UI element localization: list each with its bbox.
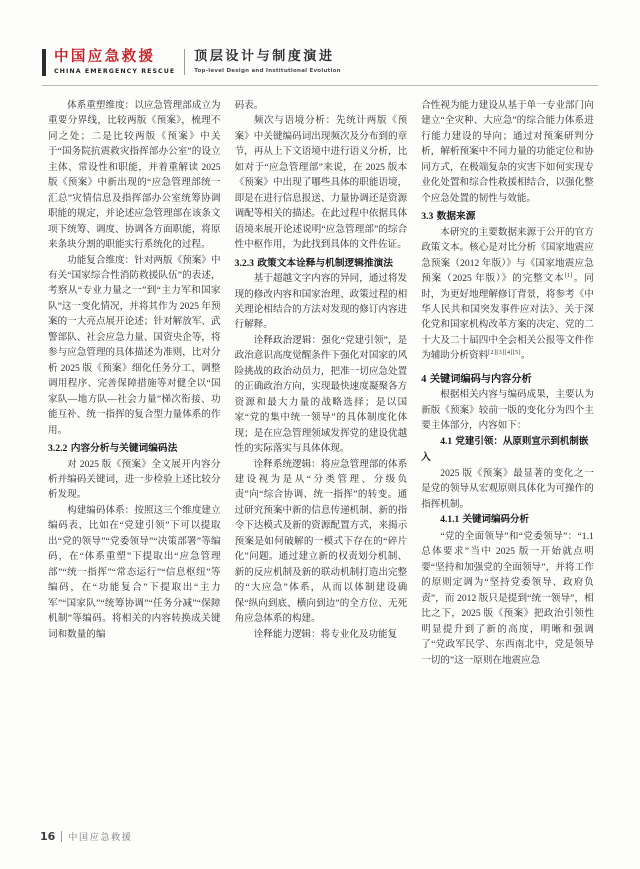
heading-text: 数据来源 — [436, 211, 476, 223]
heading-number: 3.2.2 — [48, 442, 68, 454]
footer-divider — [61, 831, 62, 842]
journal-brand — [54, 49, 184, 75]
masthead — [42, 42, 598, 82]
citation-reference: [2][3][4][5] — [488, 350, 521, 357]
page-number: 16 — [40, 830, 56, 843]
heading-text: 关键词编码分析 — [462, 514, 530, 526]
paragraph: 根据相关内容与编码成果，主要认为新版《预案》较前一版的变化分为四个主要主体部分，内容如下： — [421, 389, 594, 432]
heading-3-2-2 — [48, 441, 221, 457]
heading-4-1-1 — [421, 512, 594, 529]
journal-brand-cn: 中国应急救援 — [54, 49, 156, 66]
heading-number: 4 — [421, 373, 427, 385]
paragraph: 构建编码体系：按照这三个维度建立编码表，比如在“党建引领”下可以提取出“党的领导”“党委领导”“决策部署”等编码，在“体系重塑”下提取出“应急管理部”“统一指挥”“常态运行”“信息枢纽”等编码，在“功能复合”下提取出“主力军”“国家队”“统筹协调”“任务分减”“保障机制”等编码。将相关的内容转换成关键词和数量的编 — [48, 504, 221, 640]
heading-number: 4.1.1 — [440, 515, 460, 526]
paragraph: 2025 版《预案》最显著的变化之一是党的领导从宏观原则具体化为可操作的指挥机制。 — [421, 467, 594, 510]
paragraph: 诠释能力逻辑：将专业化及功能复 — [253, 628, 398, 640]
heading-3-3 — [421, 209, 594, 225]
heading-4-1 — [421, 434, 594, 466]
paragraph-part: 。 — [520, 350, 531, 362]
column-2 — [235, 98, 408, 813]
heading-text: 关键词编码与内容分析 — [429, 373, 532, 385]
paragraph: 基于超越文字内容的异同，通过将发现的修改内容和国家治理、政策过程的相关理论相结合的方法对发现的修订内容进行解释。 — [234, 273, 408, 331]
paragraph: “党的全面领导”和“党委领导”：“1.1 总体要求”当中 2025 版一开始就点明要“坚持和加强党的全面领导”，并将工作的原则定调为“坚持党委领导、政府负责”，而 2012 版只是提到“统一领导”，相比之下，2025 版《预案》把政治引领性明显提升到了新的高度，明晰和强调了“党政军民学、东西南北中，党是领导一切的”这一原则在地震应急 — [421, 530, 594, 666]
section-title-cn: 顶层设计与制度演进 — [194, 49, 335, 65]
journal-brand-en: CHINA EMERGENCY RESCUE — [54, 67, 176, 75]
paragraph: 诠释政治逻辑：强化“党建引领”，是政治意识高度觉醒条件下强化对国家的风险挑战的政治动员力，把准一切应急处置的正确政治方向，实现最快速度凝聚各方资源和最大力量的战略选择；是以国家“党的集中统一领导”的具体制度化体现；是在应急管理领域发挥党的建设优越性的实际落实与具体体现。 — [234, 334, 408, 455]
column-3 — [421, 98, 594, 813]
article-columns — [48, 98, 594, 813]
heading-number: 3.2.3 — [234, 257, 254, 269]
section-title-en: Top-level Design and Institutional Evolution — [194, 67, 341, 74]
paragraph: 诠释系统逻辑：将应急管理部的体系建设视为是从“分类管理、分级负责”向“综合协调、统一指挥”的转变。通过研究预案中新的信息传递机制、新的指令下达模式及新的资源配置方式，来揭示预案是如何破解的一模式下存在的“碎片化”问题。通过建立新的权责划分机制、新的反应机制及新的联动机制打造出完整的“大应急”体系，从而以体制建设确保“纵向到底、横向到边”的全方位、无死角应急体系的构建。 — [234, 458, 408, 625]
paragraph: 频次与语境分析：先统计两版《预案》中关键编码词出现频次及分布到的章节，再从上下文语境中进行语义分析，比如对于“应急管理部”来说，在 2025 版本《预案》中出现了哪些具体的职能语境，即是在进行信息报送、力量协调还是资源调配等相关的描述。在此过程中依据具体语境来展开论述说明“应急管理部”的综合性中枢作用，为此找到具体的文件佐证。 — [234, 115, 408, 251]
masthead-accent-bar — [42, 49, 46, 76]
section-title-block — [194, 50, 341, 74]
heading-4 — [421, 372, 594, 388]
spacer — [421, 364, 594, 372]
paragraph-part: 本研究的主要数据来源于公开的官方政策文本。核心是对比分析《国家地震应急预案（2012 年版）》与《国家地震应急预案（2025 年版）》的完整文本 — [421, 226, 594, 285]
footer-journal-name: 中国应急救援 — [68, 833, 133, 843]
paragraph: 合性视为能力建设从基于单一专业部门向建立“全灾种、大应急”的综合能力体系进行能力建设的导向；通过对预案研判分析，解析预案中不同力量的功能定位和协同方式，在极端复杂的灾害下如何实现专业化处置和综合性救援相结合，以强化整个应急处置的韧性与效能。 — [421, 100, 594, 204]
paragraph: 对 2025 版《预案》全文展开内容分析并编码关键词，进一步检验上述比较分析发现。 — [48, 458, 221, 501]
paragraph-part: 。同时，为更好地理解修订背景，将参考《中华人民共和国突发事件应对法》、关于深化党和国家机构改革方案的决定、党的二十大及二十届四中全会相关公报等文件作为辅助分析资料 — [421, 273, 594, 362]
heading-number: 4.1 — [440, 436, 453, 447]
paragraph: 功能复合维度：针对两版《预案》中有关“国家综合性消防救援队伍”的表述，考察从“专业力量之一”到“主力军和国家队”这一变化情况，并将其作为 2025 年预案的一大亮点展开论述；针对解放军、武警部队、社会应急力量、国资央企等，将参与应急管理的具体描述为准则，比对分析 2025 版《预案》细化任务分工、调整调用程序、完善保障措施等对健全以“国家队—地方队—社会力量”梯次衔接、功能互补、统一指挥的复合型力量体系的作用。 — [48, 254, 221, 436]
heading-3-2-3 — [235, 256, 408, 272]
heading-text: 党建引领：从原则宣示到机制嵌入 — [421, 435, 589, 464]
heading-text: 政策文本诠释与机制逻辑推演法 — [257, 257, 393, 269]
page-footer — [40, 830, 133, 843]
heading-text: 内容分析与关键词编码法 — [70, 442, 178, 454]
paragraph: 码表。 — [234, 100, 264, 111]
heading-number: 3.3 — [421, 211, 434, 223]
column-1 — [48, 98, 221, 813]
paragraph-with-citations — [421, 225, 594, 364]
masthead-divider — [184, 49, 185, 75]
citation-reference: [1] — [564, 272, 573, 279]
header-rule — [42, 85, 598, 86]
paragraph: 体系重塑维度：以应急管理部成立为重要分界线，比较两版《预案》，梳理不同之处；二是比较两版《预案》中关于“国务院抗震救灾指挥部办公室”的设立主体、常设性和职能，并着重解读 2025 版《预案》中新出现的“应急管理部统一汇总”灾情信息及指挥部办公室统筹协调职能的规定，并论述应急管理部在该条文项下统筹、调度、协调各方面职能，将原来条块分割的职能实行系统化的过程。 — [48, 100, 221, 251]
